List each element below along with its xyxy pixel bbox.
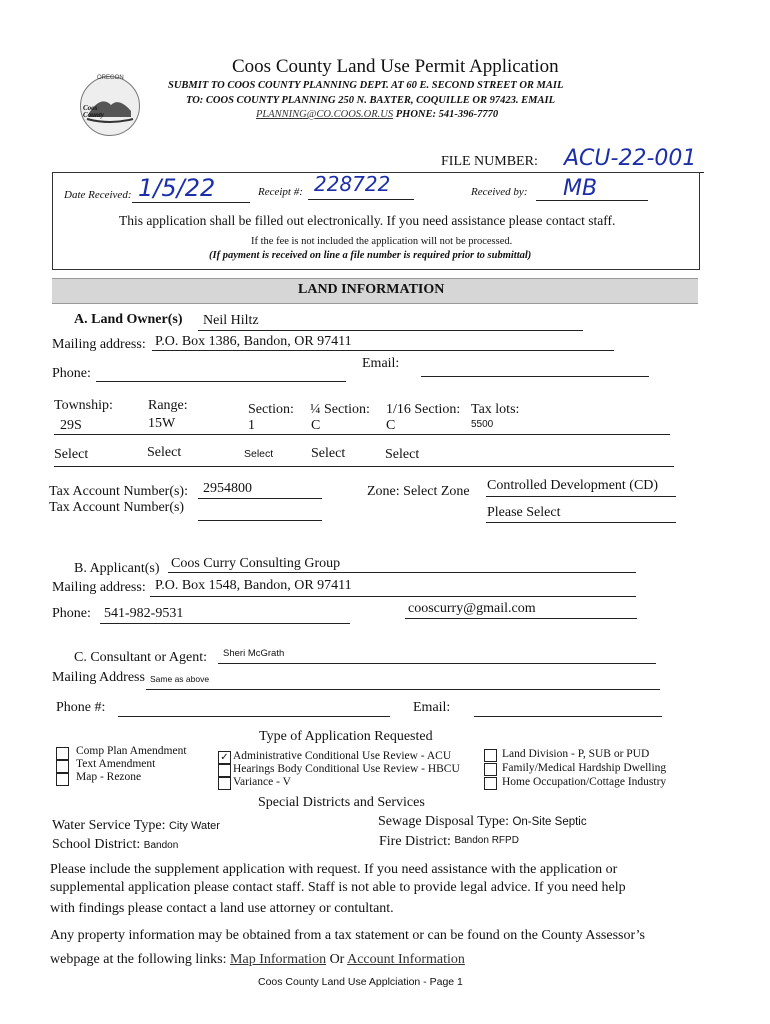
water-service-label: Water Service Type: [52, 818, 166, 833]
fire-district-row [379, 834, 519, 850]
home-occupation-label: Home Occupation/Cottage Industry [502, 776, 667, 788]
township-label: Township: [54, 398, 113, 413]
zone-please-select[interactable]: Please Select [487, 505, 561, 520]
applicant-line [168, 572, 636, 573]
select-row-line [54, 466, 674, 467]
owner-mailing-value[interactable]: P.O. Box 1386, Bandon, OR 97411 [155, 334, 352, 349]
notice-online: (If payment is received on line a file number is required prior to submittal) [209, 250, 532, 261]
tax-account-field-2[interactable] [198, 520, 322, 521]
or-text: Or [329, 952, 345, 967]
consultant-value[interactable]: Sheri McGrath [223, 648, 285, 659]
tax-account-line-1 [198, 498, 322, 499]
home-occupation-checkbox[interactable] [484, 777, 497, 790]
received-by-value: MB [563, 176, 598, 201]
seal-mid-text: Coos County [83, 104, 105, 119]
section-select[interactable]: Select [244, 448, 274, 460]
map-information-link[interactable]: Map Information [230, 952, 327, 967]
quarter-section-value[interactable]: C [311, 418, 321, 433]
receipt-value: 228722 [314, 172, 391, 196]
county-seal [80, 76, 140, 136]
township-value[interactable]: 29S [60, 418, 82, 433]
tax-account-label-2: Tax Account Number(s) [49, 500, 185, 515]
quarter-section-label: ¼ Section: [310, 402, 370, 417]
tax-lots-value[interactable]: 5500 [471, 419, 494, 430]
districts-title: Special Districts and Services [258, 795, 425, 810]
submit-line-1: SUBMIT TO COOS COUNTY PLANNING DEPT. AT 60 E. SECOND STREET OR MAIL [168, 80, 564, 91]
owner-email-field[interactable] [421, 376, 649, 377]
map-rezone-checkbox[interactable] [56, 773, 69, 786]
section-value[interactable]: 1 [248, 418, 255, 433]
notice-fee: If the fee is not included the application will not be processed. [251, 236, 513, 247]
acu-label: Administrative Conditional Use Review - ACU [233, 750, 452, 762]
applicant-mailing-value[interactable]: P.O. Box 1548, Bandon, OR 97411 [155, 578, 352, 593]
planning-phone: PHONE: 541-396-7770 [395, 109, 499, 120]
zone-line [486, 496, 676, 497]
file-number-label: FILE NUMBER: [441, 154, 538, 169]
land-division-label: Land Division - P, SUB or PUD [502, 748, 650, 760]
consultant-email-field[interactable] [474, 716, 662, 717]
acu-checkbox[interactable]: ✓ [218, 751, 231, 764]
sewage-label: Sewage Disposal Type: [378, 814, 509, 829]
fire-district-value[interactable]: Bandon RFPD [454, 835, 519, 846]
variance-label: Variance - V [233, 776, 291, 788]
township-select[interactable]: Select [54, 447, 89, 462]
consultant-email-label: Email: [413, 700, 451, 715]
variance-checkbox[interactable] [218, 777, 231, 790]
sewage-row [378, 814, 587, 830]
water-service-value[interactable]: City Water [168, 820, 220, 832]
legal-description-line [54, 434, 670, 435]
property-info-line-2 [50, 952, 465, 968]
applicant-phone-label: Phone: [52, 606, 91, 621]
owner-line [198, 330, 583, 331]
map-rezone-label: Map - Rezone [76, 771, 142, 783]
zone-label: Zone: Select Zone [367, 484, 470, 499]
zone-value[interactable]: Controlled Development (CD) [487, 478, 659, 493]
date-received-label: Date Received: [64, 189, 132, 201]
planning-email-link[interactable]: PLANNING@CO.COOS.OR.US [256, 109, 394, 120]
land-info-banner [52, 278, 698, 304]
land-division-checkbox[interactable] [484, 749, 497, 762]
received-by-label: Received by: [471, 186, 528, 198]
water-service-row [52, 818, 220, 834]
contact-line [256, 109, 498, 120]
hardship-dwelling-checkbox[interactable] [484, 763, 497, 776]
consultant-line [218, 663, 656, 664]
school-district-row [52, 837, 178, 853]
sixteenth-section-select[interactable]: Select [385, 447, 420, 462]
consultant-phone-field[interactable] [118, 716, 390, 717]
supplement-note-line-3: with findings please contact a land use attorney or contultant. [50, 901, 394, 916]
applicant-email-line [405, 618, 637, 619]
zone-select-line [486, 522, 676, 523]
text-amendment-label: Text Amendment [76, 758, 156, 770]
sixteenth-section-value[interactable]: C [386, 418, 396, 433]
sewage-value[interactable]: On-Site Septic [512, 816, 587, 828]
sixteenth-section-label: 1/16 Section: [386, 402, 461, 417]
hbcu-checkbox[interactable] [218, 764, 231, 777]
applicant-value[interactable]: Coos Curry Consulting Group [171, 556, 341, 571]
applicant-mailing-label: Mailing address: [52, 580, 146, 595]
applicant-phone-line [100, 623, 350, 624]
page-title: Coos County Land Use Permit Application [232, 56, 559, 77]
tax-account-label-1: Tax Account Number(s): [49, 484, 188, 499]
range-value[interactable]: 15W [148, 416, 176, 431]
consultant-mailing-line [146, 689, 660, 690]
file-number-value: ACU-22-001 [564, 146, 697, 171]
receipt-label: Receipt #: [258, 186, 303, 198]
received-by-line [536, 200, 648, 201]
property-info-prefix: webpage at the following links: [50, 952, 227, 967]
consultant-mailing-label: Mailing Address [52, 670, 145, 685]
hbcu-label: Hearings Body Conditional Use Review - HBCU [233, 763, 460, 775]
applicant-email-value[interactable]: cooscurry@gmail.com [408, 601, 536, 616]
tax-lots-label: Tax lots: [471, 402, 520, 417]
quarter-section-select[interactable]: Select [311, 446, 346, 461]
consultant-mailing-value[interactable]: Same as above [150, 674, 210, 684]
submit-line-2: TO: COOS COUNTY PLANNING 250 N. BAXTER, COQUILLE OR 97423. EMAIL [186, 95, 555, 106]
owner-mailing-line [152, 350, 614, 351]
consultant-label: C. Consultant or Agent: [74, 650, 207, 665]
receipt-line [308, 199, 414, 200]
application-type-title: Type of Application Requested [259, 729, 433, 744]
supplement-note-line-1: Please include the supplement application with request. If you need assistance with the application or [50, 862, 618, 877]
seal-top-text: OREGON [97, 75, 124, 81]
tax-account-value-1[interactable]: 2954800 [203, 481, 252, 496]
owner-email-label: Email: [362, 356, 400, 371]
hardship-dwelling-label: Family/Medical Hardship Dwelling [502, 762, 667, 774]
supplement-note-line-2: supplemental application please contact staff. Staff is not able to provide legal advice. If you need help [50, 880, 626, 895]
school-district-label: School District: [52, 837, 141, 852]
consultant-phone-label: Phone #: [56, 700, 106, 715]
owner-label: A. Land Owner(s) [74, 312, 183, 327]
applicant-phone-value[interactable]: 541-982-9531 [104, 606, 184, 621]
comp-plan-label: Comp Plan Amendment [76, 745, 187, 757]
range-select[interactable]: Select [147, 445, 182, 460]
page-footer-label: Coos County Land Use Applciation - Page 1 [258, 976, 463, 988]
applicant-mailing-line [150, 596, 636, 597]
account-information-link[interactable]: Account Information [347, 952, 465, 967]
applicant-label: B. Applicant(s) [74, 561, 160, 576]
date-line [132, 202, 250, 203]
comp-plan-checkbox[interactable] [56, 747, 69, 760]
owner-value[interactable]: Neil Hiltz [203, 313, 259, 328]
owner-phone-label: Phone: [52, 366, 91, 381]
land-info-title: LAND INFORMATION [298, 282, 445, 297]
text-amendment-checkbox[interactable] [56, 760, 69, 773]
date-received-value: 1/5/22 [138, 174, 216, 202]
fire-district-label: Fire District: [379, 834, 451, 849]
owner-phone-field[interactable] [96, 381, 346, 382]
range-label: Range: [148, 398, 188, 413]
property-info-line-1: Any property information may be obtained from a tax statement or can be found on the County Assessor’s [50, 928, 645, 943]
notice-main: This application shall be filled out electronically. If you need assistance please contact staff. [119, 213, 616, 228]
section-label: Section: [248, 402, 294, 417]
school-district-value[interactable]: Bandon [143, 840, 179, 851]
owner-mailing-label: Mailing address: [52, 337, 146, 352]
